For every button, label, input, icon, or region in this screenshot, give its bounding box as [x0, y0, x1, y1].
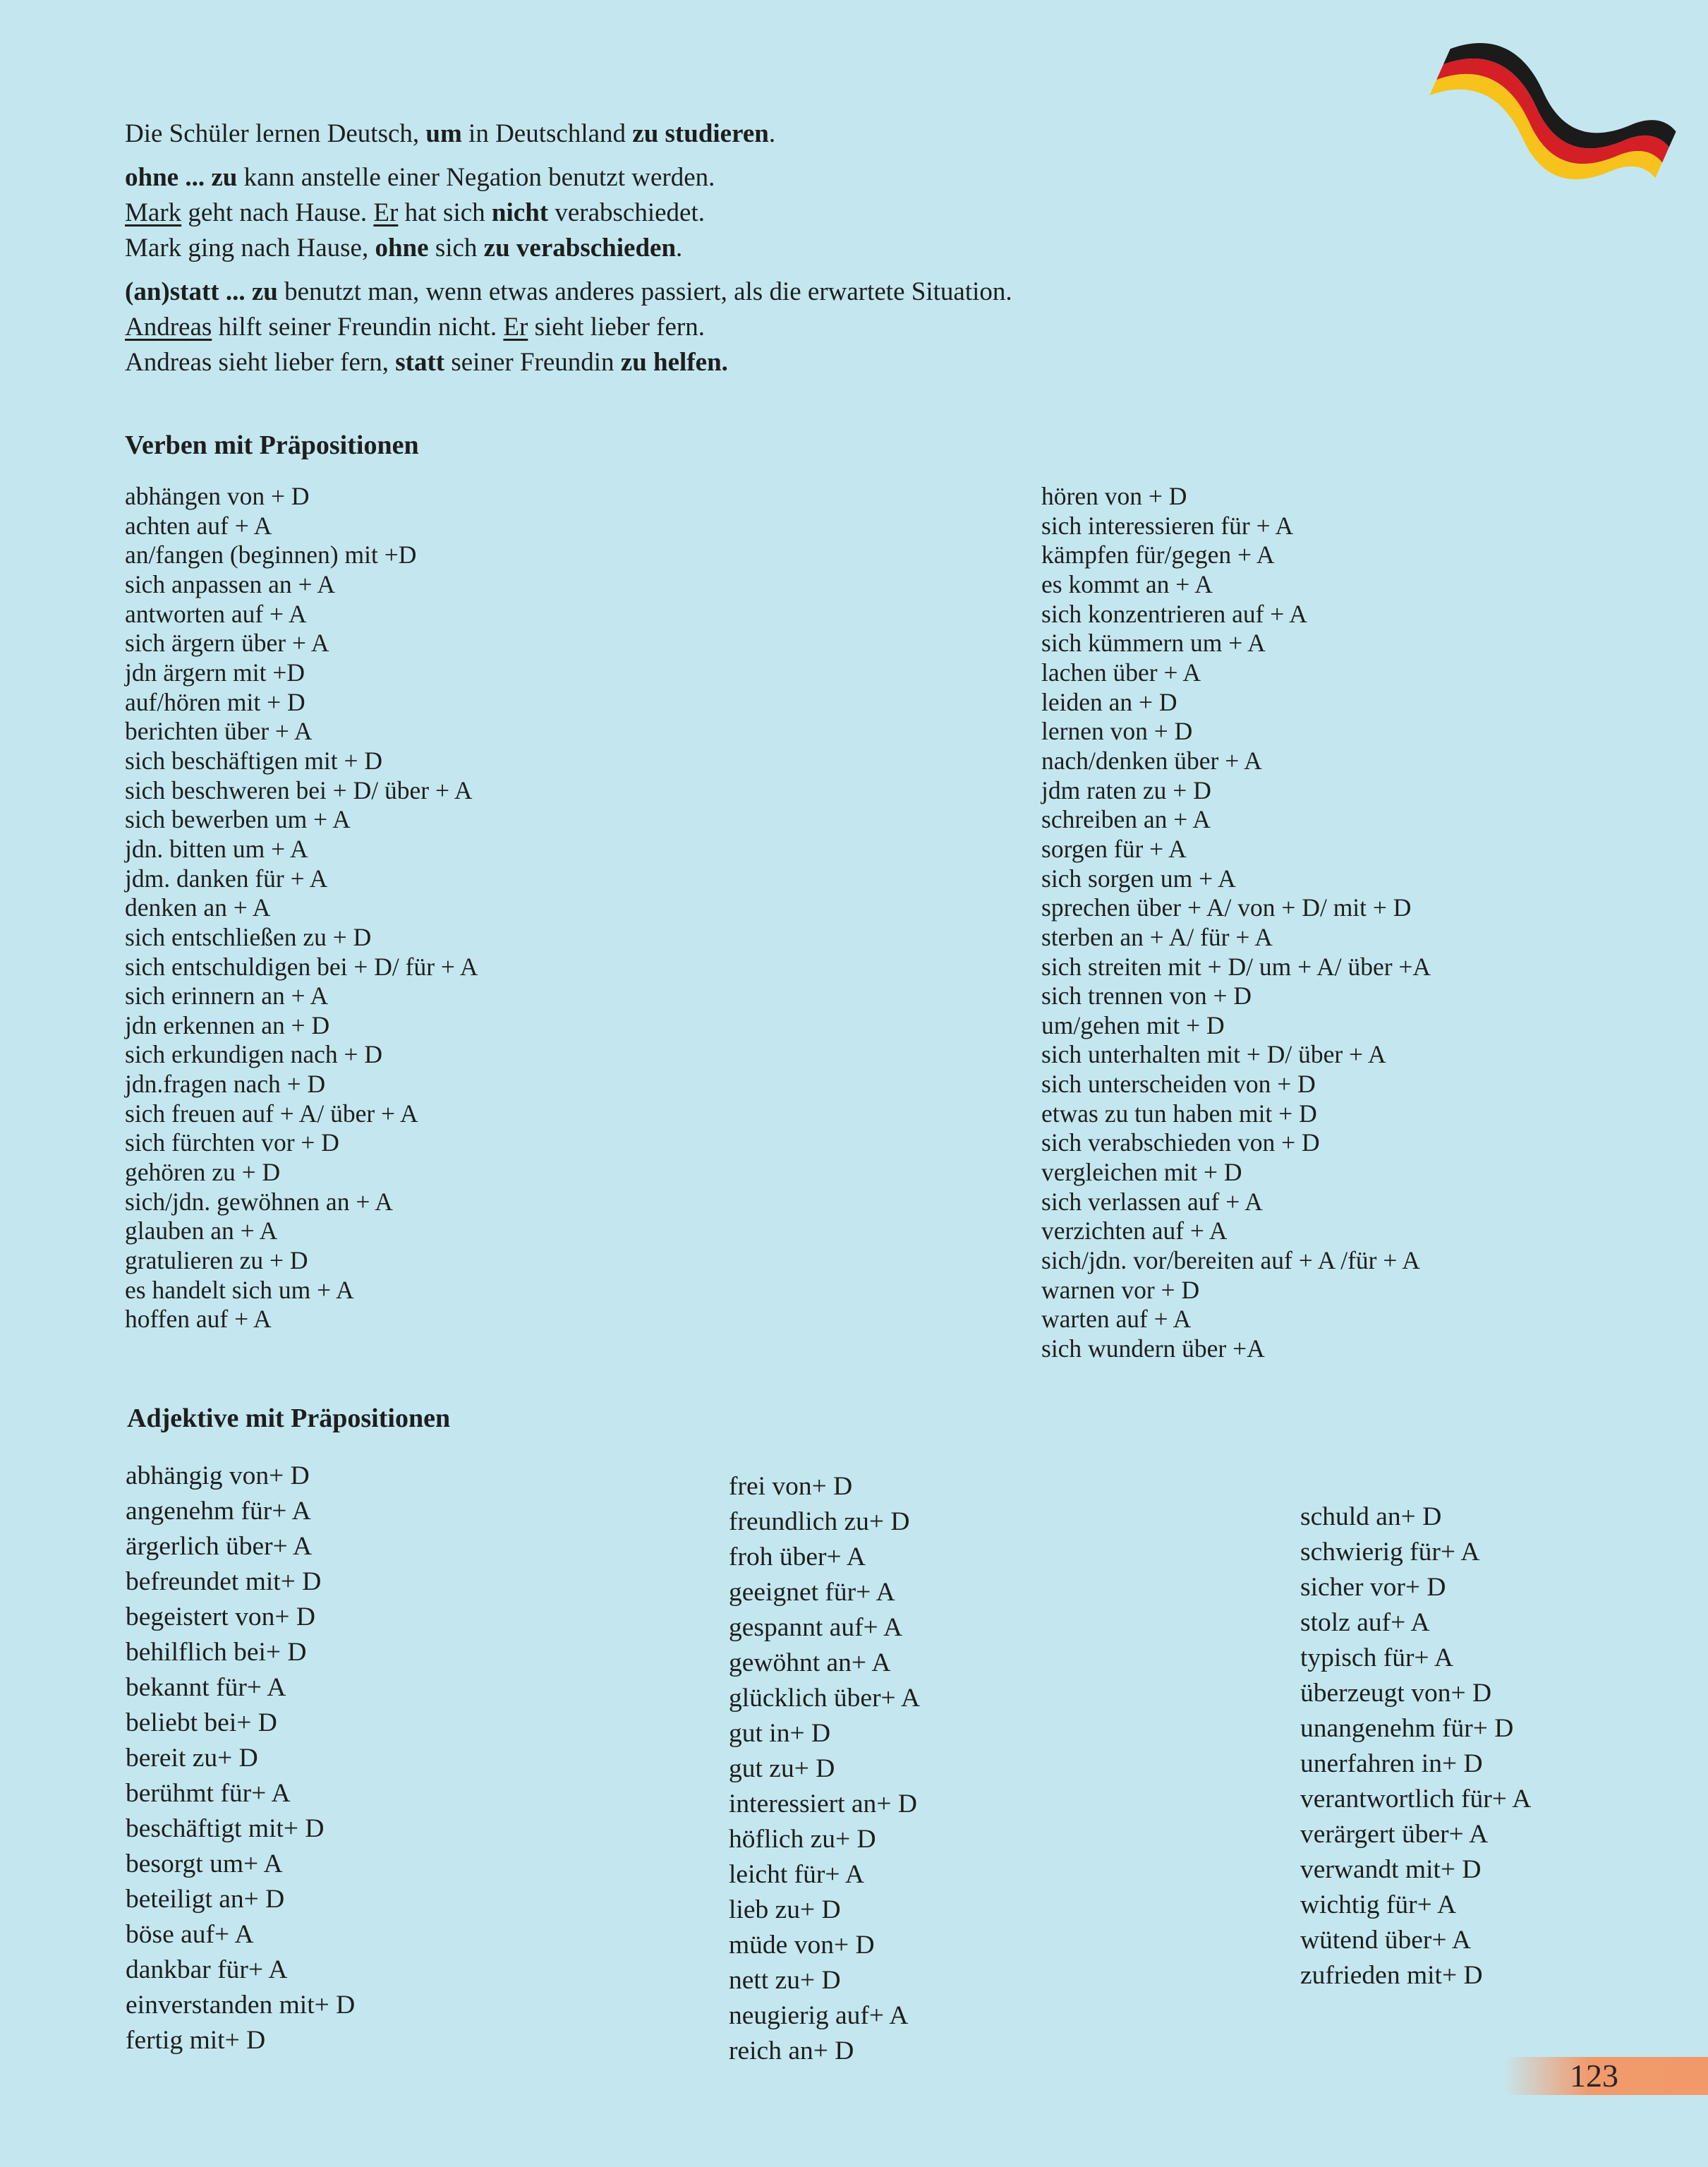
list-item: sicher vor+ D — [1300, 1573, 1446, 1602]
list-item: gratulieren zu + D — [125, 1246, 308, 1275]
list-item: stolz auf+ A — [1300, 1608, 1430, 1637]
list-item: schuld an+ D — [1300, 1502, 1442, 1531]
list-item: hören von + D — [1041, 482, 1187, 510]
list-item: freundlich zu+ D — [729, 1507, 910, 1536]
list-item: interessiert an+ D — [729, 1789, 917, 1818]
list-item: beteiligt an+ D — [126, 1885, 285, 1914]
list-item: nach/denken über + A — [1041, 746, 1262, 775]
list-item: besorgt um+ A — [126, 1849, 283, 1878]
list-item: müde von+ D — [729, 1931, 875, 1960]
list-item: abhängen von + D — [125, 482, 310, 510]
list-item: lieb zu+ D — [729, 1895, 841, 1924]
list-item: sich/jdn. gewöhnen an + A — [125, 1187, 393, 1216]
list-item: schreiben an + A — [1041, 805, 1211, 834]
list-item: abhängig von+ D — [126, 1461, 310, 1490]
list-item: bereit zu+ D — [126, 1744, 258, 1773]
list-item: glauben an + A — [125, 1217, 278, 1245]
list-item: auf/hören mit + D — [125, 687, 305, 716]
list-item: sorgen für + A — [1041, 834, 1187, 863]
verbs-heading: Verben mit Präpositionen — [125, 430, 419, 460]
list-item: sich ärgern über + A — [125, 629, 329, 658]
list-item: sich freuen auf + A/ über + A — [125, 1099, 418, 1128]
list-item: gehören zu + D — [125, 1158, 281, 1187]
list-item: kämpfen für/gegen + A — [1041, 541, 1275, 569]
intro-line-um-zu: Die Schüler lernen Deutsch, um in Deutschland zu studieren. — [125, 119, 776, 148]
list-item: sich trennen von + D — [1041, 982, 1252, 1010]
list-item: jdm. danken für + A — [125, 864, 328, 893]
list-item: lachen über + A — [1041, 658, 1201, 687]
intro-line-ohne-zu-example2: Mark ging nach Hause, ohne sich zu verabschieden. — [125, 234, 683, 262]
list-item: dankbar für+ A — [126, 1955, 288, 1984]
list-item: verwandt mit+ D — [1300, 1855, 1482, 1884]
list-item: beliebt bei+ D — [126, 1708, 277, 1737]
list-item: gut zu+ D — [729, 1754, 835, 1783]
list-item: sich verlassen auf + A — [1041, 1187, 1263, 1216]
list-item: unangenehm für+ D — [1300, 1714, 1514, 1743]
list-item: um/gehen mit + D — [1041, 1010, 1225, 1039]
list-item: wütend über+ A — [1300, 1926, 1471, 1955]
list-item: sich bewerben um + A — [125, 805, 351, 834]
list-item: böse auf+ A — [126, 1920, 254, 1949]
list-item: begeistert von+ D — [126, 1602, 316, 1631]
list-item: sich beschweren bei + D/ über + A — [125, 775, 473, 804]
intro-line-ohne-zu-example1: Mark geht nach Hause. Er hat sich nicht verabschiedet. — [125, 198, 705, 227]
list-item: typisch für+ A — [1300, 1643, 1453, 1672]
list-item: unerfahren in+ D — [1300, 1749, 1483, 1778]
list-item: es handelt sich um + A — [125, 1275, 354, 1304]
list-item: beschäftigt mit+ D — [126, 1814, 325, 1843]
list-item: einverstanden mit+ D — [126, 1991, 356, 2020]
list-item: gewöhnt an+ A — [729, 1648, 891, 1677]
adjectives-heading: Adjektive mit Präpositionen — [127, 1404, 451, 1433]
list-item: sich kümmern um + A — [1041, 629, 1266, 658]
list-item: ärgerlich über+ A — [126, 1532, 313, 1561]
list-item: behilflich bei+ D — [126, 1638, 307, 1667]
list-item: sich interessieren für + A — [1041, 511, 1294, 540]
list-item: sich unterscheiden von + D — [1041, 1070, 1316, 1099]
list-item: schwierig für+ A — [1300, 1538, 1480, 1567]
list-item: sich sorgen um + A — [1041, 864, 1236, 893]
list-item: reich an+ D — [729, 2036, 854, 2065]
list-item: denken an + A — [125, 893, 271, 922]
list-item: angenehm für+ A — [126, 1497, 311, 1526]
list-item: vergleichen mit + D — [1041, 1158, 1242, 1187]
list-item: sich fürchten vor + D — [125, 1128, 339, 1157]
list-item: geeignet für+ A — [729, 1578, 895, 1607]
list-item: sich erinnern an + A — [125, 982, 329, 1010]
list-item: befreundet mit+ D — [126, 1567, 322, 1596]
list-item: neugierig auf+ A — [729, 2001, 909, 2030]
list-item: sprechen über + A/ von + D/ mit + D — [1041, 893, 1412, 922]
list-item: froh über+ A — [729, 1543, 866, 1571]
intro-line-anstatt-zu-example1: Andreas hilft seiner Freundin nicht. Er sieht lieber fern. — [125, 313, 705, 342]
list-item: sich unterhalten mit + D/ über + A — [1041, 1040, 1386, 1069]
intro-line-anstatt-zu-rule: (an)statt ... zu benutzt man, wenn etwas anderes passiert, als die erwartete Situation. — [125, 277, 1012, 306]
anstatt-zu-block — [125, 274, 1465, 380]
list-item: an/fangen (beginnen) mit +D — [125, 541, 417, 569]
list-item: sich konzentrieren auf + A — [1041, 599, 1307, 628]
list-item: es kommt an + A — [1041, 569, 1213, 598]
list-item: wichtig für+ A — [1300, 1890, 1457, 1919]
list-item: berühmt für+ A — [126, 1779, 291, 1808]
list-item: verzichten auf + A — [1041, 1217, 1228, 1245]
list-item: leicht für+ A — [729, 1860, 864, 1889]
list-item: sterben an + A/ für + A — [1041, 922, 1273, 951]
list-item: verantwortlich für+ A — [1300, 1785, 1532, 1813]
list-item: gespannt auf+ A — [729, 1613, 903, 1642]
list-item: lernen von + D — [1041, 717, 1193, 746]
list-item: überzeugt von+ D — [1300, 1679, 1492, 1708]
list-item: warten auf + A — [1041, 1305, 1192, 1334]
list-item: zufrieden mit+ D — [1300, 1961, 1483, 1990]
list-item: nett zu+ D — [729, 1966, 841, 1995]
list-item: berichten über + A — [125, 717, 313, 746]
list-item: leiden an + D — [1041, 687, 1177, 716]
list-item: sich beschäftigen mit + D — [125, 746, 383, 775]
list-item: hoffen auf + A — [125, 1305, 272, 1334]
list-item: warnen vor + D — [1041, 1275, 1200, 1304]
list-item: sich streiten mit + D/ um + A/ über +A — [1041, 952, 1431, 981]
adjectives-list-col2 — [729, 1469, 920, 2069]
page-number-tab — [1503, 2057, 1708, 2095]
list-item: verärgert über+ A — [1300, 1820, 1489, 1849]
list-item: glücklich über+ A — [729, 1684, 921, 1713]
intro-line-ohne-zu-rule: ohne ... zu kann anstelle einer Negation benutzt werden. — [125, 163, 715, 192]
page-number: 123 — [1570, 2058, 1618, 2094]
list-item: fertig mit+ D — [126, 2026, 266, 2055]
verbs-list-col2 — [1041, 482, 1431, 1364]
list-item: jdn.fragen nach + D — [125, 1070, 326, 1099]
list-item: bekannt für+ A — [126, 1673, 286, 1702]
adjectives-list-col3 — [1300, 1499, 1531, 1993]
list-item: sich wundern über +A — [1041, 1334, 1265, 1363]
list-item: jdn erkennen an + D — [125, 1010, 330, 1039]
list-item: sich entschuldigen bei + D/ für + A — [125, 952, 478, 981]
adjectives-list-col1 — [126, 1459, 355, 2058]
list-item: höflich zu+ D — [729, 1825, 876, 1854]
list-item: frei von+ D — [729, 1472, 853, 1501]
list-item: sich erkundigen nach + D — [125, 1040, 383, 1069]
list-item: sich entschließen zu + D — [125, 922, 372, 951]
list-item: gut in+ D — [729, 1719, 831, 1748]
list-item: jdn ärgern mit +D — [125, 658, 305, 687]
list-item: jdn. bitten um + A — [125, 834, 308, 863]
list-item: achten auf + A — [125, 511, 272, 540]
list-item: sich verabschieden von + D — [1041, 1128, 1320, 1157]
ohne-zu-block — [125, 160, 1465, 266]
list-item: jdm raten zu + D — [1041, 775, 1211, 804]
list-item: sich anpassen an + A — [125, 569, 336, 598]
list-item: etwas zu tun haben mit + D — [1041, 1099, 1317, 1128]
intro-line-anstatt-zu-example2: Andreas sieht lieber fern, statt seiner Freundin zu helfen. — [125, 348, 728, 377]
verbs-list-col1 — [125, 482, 478, 1334]
list-item: antworten auf + A — [125, 599, 307, 628]
list-item: sich/jdn. vor/bereiten auf + A /für + A — [1041, 1246, 1420, 1275]
intro-section — [125, 116, 1465, 380]
